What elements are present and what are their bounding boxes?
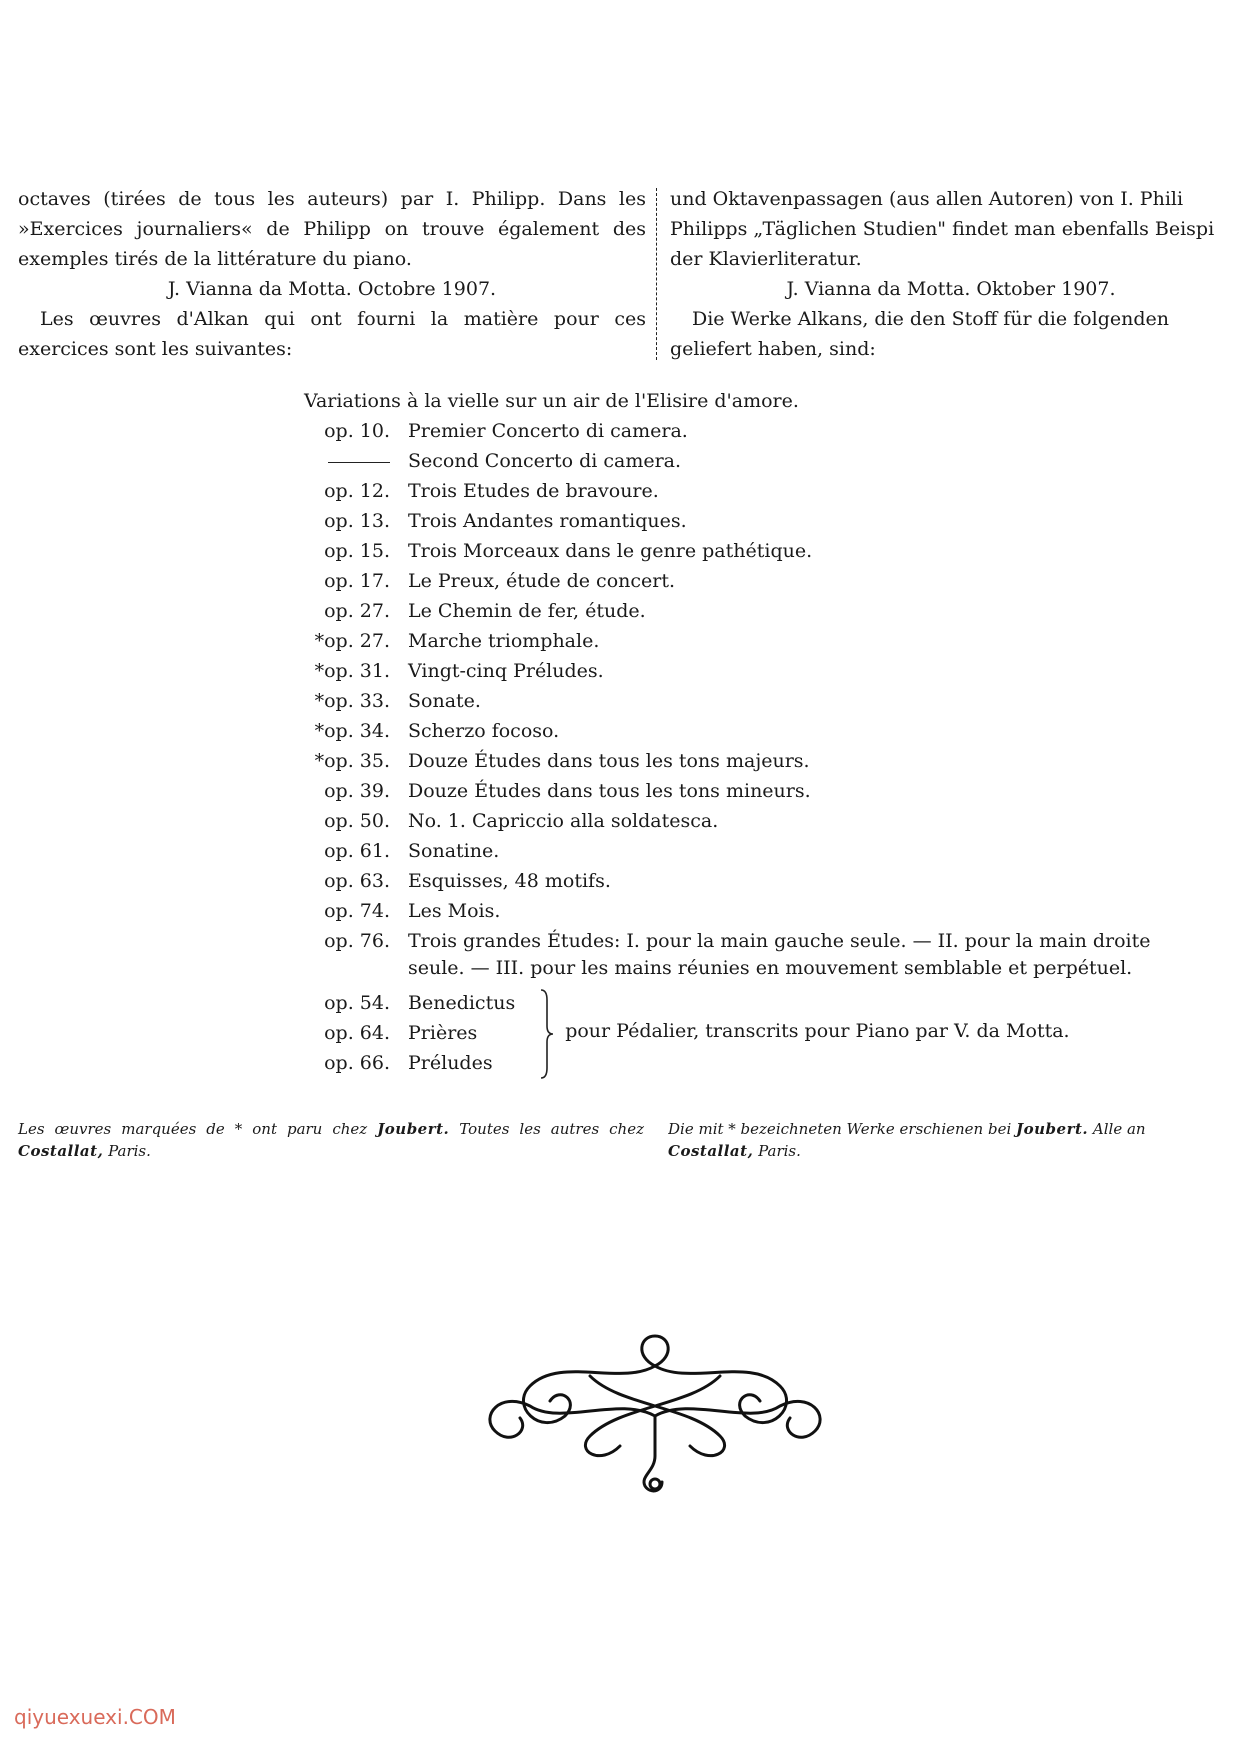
left-paragraph-2: Les œuvres d'Alkan qui ont fourni la matière pour ces exercices sont les suivantes: (18, 308, 646, 360)
list-item (298, 626, 1188, 656)
work-title: No. 1. Capriccio alla soldatesca. (408, 810, 719, 832)
opus-number: *op. 33. (314, 690, 390, 712)
opus-number: *op. 34. (314, 720, 390, 742)
column-divider (656, 188, 657, 360)
work-title: Esquisses, 48 motifs. (408, 870, 611, 892)
list-item (298, 596, 1188, 626)
list-item (298, 896, 1188, 926)
list-item (298, 988, 515, 1018)
opus-number: op. 27. (324, 600, 390, 622)
work-title: Vingt-cinq Préludes. (408, 660, 604, 682)
pedalier-group-items (298, 988, 515, 1080)
pedalier-group (298, 988, 1188, 1080)
work-title: Préludes (408, 1052, 493, 1074)
opus-number: *op. 35. (314, 750, 390, 772)
list-item (298, 656, 1188, 686)
opus-number: *op. 27. (314, 630, 390, 652)
list-item (298, 776, 1188, 806)
publisher-name: Costallat, (668, 1142, 754, 1160)
list-item (298, 806, 1188, 836)
work-title: Trois Morceaux dans le genre pathétique. (408, 540, 813, 562)
list-item (298, 476, 1188, 506)
opus-number: op. 54. (324, 992, 390, 1014)
footnote-text: Paris. (758, 1142, 801, 1160)
publisher-name: Joubert. (377, 1120, 450, 1138)
footnote-german (668, 1118, 1232, 1162)
work-title: Premier Concerto di camera. (408, 420, 688, 442)
list-item (298, 566, 1188, 596)
list-item (298, 1048, 515, 1078)
opus-number: *op. 31. (314, 660, 390, 682)
footnote-text: Die mit * bezeichneten Werke erschienen bei (668, 1120, 1012, 1138)
work-title: Le Preux, étude de concert. (408, 570, 676, 592)
list-item (298, 506, 1188, 536)
footnote-french (18, 1118, 644, 1162)
footnote-text: Paris. (108, 1142, 151, 1160)
work-title: Benedictus (408, 992, 516, 1014)
right-line-5: geliefert haben, sind: (670, 338, 876, 360)
right-line-3: der Klavierliteratur. (670, 248, 862, 270)
list-item (298, 686, 1188, 716)
work-title: Scherzo focoso. (408, 720, 560, 742)
work-title: Sonatine. (408, 840, 500, 862)
right-line-1: und Oktavenpassagen (aus allen Autoren) von I. Phili (670, 188, 1184, 210)
opus-number: op. 76. (324, 930, 390, 952)
list-item (298, 536, 1188, 566)
opus-number: op. 10. (324, 420, 390, 442)
list-item (298, 416, 1188, 446)
footnote-text: Toutes les autres chez (459, 1120, 644, 1138)
work-title: Trois Etudes de bravoure. (408, 480, 659, 502)
opus-number: op. 13. (324, 510, 390, 532)
work-title: Marche triomphale. (408, 630, 600, 652)
work-title: Douze Études dans tous les tons majeurs. (408, 750, 810, 772)
opus-number: op. 50. (324, 810, 390, 832)
list-item (298, 716, 1188, 746)
opus-number: op. 66. (324, 1052, 390, 1074)
work-title: Trois Andantes romantiques. (408, 510, 687, 532)
opus-dash (298, 446, 390, 476)
right-column (670, 184, 1232, 364)
opus-number: op. 15. (324, 540, 390, 562)
work-title: Douze Études dans tous les tons mineurs. (408, 780, 811, 802)
opus-number: op. 17. (324, 570, 390, 592)
pedalier-note: pour Pédalier, transcrits pour Piano par V. da Motta. (565, 1020, 1070, 1042)
opus-number: op. 61. (324, 840, 390, 862)
watermark: qiyuexuexi.COM (14, 1705, 176, 1729)
works-title: Variations à la vielle sur un air de l'Elisire d'amore. (304, 390, 799, 412)
left-column (18, 184, 646, 364)
right-line-2: Philipps „Täglichen Studien" findet man ebenfalls Beispi (670, 218, 1215, 240)
work-title: Second Concerto di camera. (408, 450, 682, 472)
left-paragraph-1: octaves (tirées de tous les auteurs) par I. Philipp. Dans les »Exercices journaliers« de Philipp on trouve également des exemples tirés de la littérature du piano. (18, 188, 646, 270)
list-item (298, 446, 1188, 476)
footnote-text: Alle an (1092, 1120, 1146, 1138)
works-list (298, 386, 1188, 1080)
right-line-4: Die Werke Alkans, die den Stoff für die folgenden (692, 308, 1169, 330)
work-title: Sonate. (408, 690, 481, 712)
decorative-flourish-icon (470, 1316, 840, 1496)
work-title: Le Chemin de fer, étude. (408, 600, 646, 622)
work-title: Prières (408, 1022, 478, 1044)
list-item (298, 836, 1188, 866)
footnote-text: Les œuvres marquées de * ont paru chez (18, 1120, 368, 1138)
list-item-op76 (298, 926, 1188, 982)
opus-number: op. 64. (324, 1022, 390, 1044)
list-item (298, 866, 1188, 896)
left-signature: J. Vianna da Motta. Octobre 1907. (167, 278, 497, 300)
work-title: Les Mois. (408, 900, 501, 922)
publisher-name: Costallat, (18, 1142, 104, 1160)
right-signature: J. Vianna da Motta. Oktober 1907. (786, 278, 1116, 300)
opus-number: op. 39. (324, 780, 390, 802)
list-item (298, 1018, 515, 1048)
publisher-name: Joubert. (1016, 1120, 1089, 1138)
opus-number: op. 63. (324, 870, 390, 892)
brace-icon (537, 988, 559, 1080)
work-title: Trois grandes Études: I. pour la main gauche seule. — II. pour la main droite seule. — III. pour les mains réunies en mouvement semblable et perpétuel. (408, 930, 1151, 979)
opus-number: op. 74. (324, 900, 390, 922)
list-item (298, 746, 1188, 776)
opus-number: op. 12. (324, 480, 390, 502)
